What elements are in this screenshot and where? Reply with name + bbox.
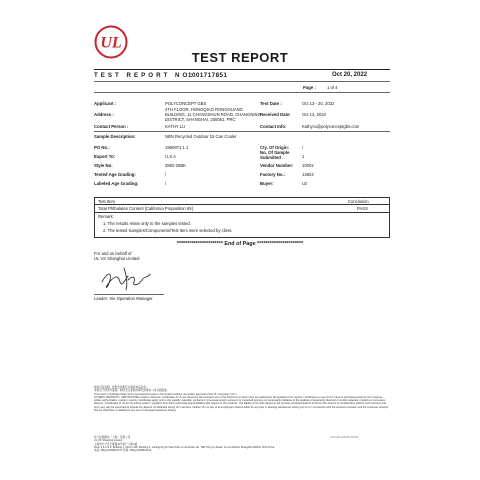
contact-person-value: KATHY LU: [165, 124, 186, 129]
applicant-value: POLYCONCEPT GBS: [165, 101, 207, 106]
remark-item: 2. The tested Samples/Components/Test Item were selected by client.: [103, 228, 233, 233]
origin-value: /: [302, 145, 304, 150]
fine-print-paragraph: OTHERS: REPORTS / CERTIFICATES / letters / Reports / Certificates of UL are issued for the exclusive use of the Customer to whom they are addressed. No quotation from reports / certificates or use of UL's name is permitted except by UL's express written authorization. Letters / reports / certificates apply only to the specific materials, products or processes tested, surveyed or inspected and are not necessarily indicative of the qualities of apparently identical or similar materials, products or processes. Reports / Certificates of UL do not relieve sellers / suppliers from their contractual responsibilities with respect to the products. The liability of UL with respect to the services rendered shall be limited to the amount of consideration paid for such services and not in any way be construed to include any defects not detected during UL's services. Neither UL nor any of its employees shall be liable for any loss or damage whatsoever arising out of or in connection with the services provided, and the Customer accepts that UL shall have no liability for any loss or damage howsoever arising.: [94, 395, 389, 413]
table-header-rule: [95, 204, 389, 205]
footer-address: Floor 1 & 2 & 3, Building 1, Room 108, Building 3, Canhigrng 40 Yeeh Park Ju Jia Road, No. 788, Ping Fu Road, Xu Hui District Shanghai 200231 (P.R.China: [94, 445, 275, 449]
signature-rule: [94, 294, 164, 295]
remark-item: 1. The results relate only to the samples tested.: [103, 221, 191, 226]
address-label: Address :: [94, 112, 114, 117]
header-rule: [94, 81, 390, 82]
test-item-value: Total Phthalates Content [California Proposition 65]: [98, 206, 193, 211]
fine-print-line: This report / certificate shall not be reproduced (except in full version) without the written approval of the UL Company ("UL").: [94, 392, 238, 396]
applicant-label: Applicant :: [94, 101, 117, 106]
header-top-rule: [94, 69, 390, 70]
report-number-label: TEST REPORT NO:: [94, 72, 196, 79]
behalf-line: For and on behalf of: [94, 251, 132, 256]
end-of-page: ********************** End of Page **********************: [176, 241, 304, 247]
po-value: 1990971 1 1: [165, 145, 189, 150]
address-line: 4TH FLOOR, HONGQIAO RONGGUANG: [165, 107, 243, 112]
export-label: Export To:: [94, 154, 116, 159]
received-date-label: Received Date:: [260, 112, 291, 117]
page-value: 1 of 4: [327, 85, 338, 90]
buyer-value: LE: [302, 181, 308, 186]
tested-age-value: /: [165, 172, 167, 177]
tested-age-label: Tested Age Grading:: [94, 172, 136, 177]
num-sample-label-line: Submitted :: [260, 154, 284, 160]
factory-value: 13824: [302, 172, 314, 177]
num-sample-label-line: No. Of Sample: [260, 150, 290, 155]
footer-phone: 电话: (86)(21)6088-6271 传真: (86)(21)6088-6443: [94, 449, 152, 453]
buyer-label: Buyer:: [260, 181, 274, 186]
address-line: BUILDING, 11 CHANGSHUN ROAD, CHANGNING: [165, 112, 261, 117]
fine-print-line: 除非另有说明，此报告结果仅对测试样品负责。: [94, 386, 149, 389]
export-value: U.S.A: [165, 154, 176, 159]
labeled-age-label: Labeled Age Grading:: [94, 181, 139, 186]
labeled-age-value: /: [165, 181, 167, 186]
results-table: [94, 197, 390, 238]
report-number: 1001717851: [188, 72, 228, 79]
num-sample-value: 1: [302, 154, 305, 159]
vendor-value: 10002: [302, 163, 314, 168]
factory-label: Factory No.:: [260, 172, 286, 177]
style-value: 3850-25BK: [165, 163, 186, 168]
conclusion-header: Conclusion: [348, 199, 369, 204]
fine-print-line: 本报告不得部分复制，除非全文复制并事先获得本公司书面批准。: [94, 389, 170, 393]
style-label: Style No:: [94, 163, 113, 168]
footer-cn-address: 上海市长宁区长顺路11号荣广大厦4楼: [94, 442, 138, 446]
footer-en-name: UL VS Shanghai Limited: [94, 439, 123, 443]
sample-description-value: NBN Recycled Outdoor 15 Can Cooler: [165, 134, 237, 139]
page-rule: [94, 92, 390, 93]
test-date-label: Test Date :: [260, 101, 282, 106]
company-line: UL VS Shanghai Limited: [94, 256, 140, 261]
contact-info-label: Contact Info:: [260, 124, 287, 129]
test-date-value: Oct 13 - 20, 2022: [302, 101, 335, 106]
fine-print: [94, 386, 390, 412]
page-label: Page :: [303, 85, 316, 90]
address-value: [165, 107, 261, 122]
svg-text:UL: UL: [100, 34, 122, 52]
origin-label: Cty. Of Origin:: [260, 145, 290, 150]
footer-cn-name: 优力检测服务（上海）有限公司: [94, 436, 131, 439]
signature: [98, 264, 154, 294]
form-code: UVS-QP-LAB-06-03-F01: [330, 436, 359, 439]
po-label: PO No.:: [94, 145, 110, 150]
address-line: DISTRICT, SHANGHAI, 200051, PRC: [165, 117, 236, 122]
test-item-header: Test Item: [98, 199, 115, 204]
client-rule: [94, 131, 390, 132]
remark-label: Remark:: [98, 214, 114, 219]
conclusion-value: PASS: [357, 206, 368, 211]
report-date: Oct 20, 2022: [332, 72, 368, 78]
contact-person-label: Contact Person :: [94, 124, 129, 129]
received-date-value: Oct 13, 2022: [302, 112, 326, 117]
table-row-rule: [95, 212, 389, 213]
vendor-label: Vendor Number:: [260, 163, 294, 168]
document-title: TEST REPORT: [191, 50, 289, 65]
sample-description-label: Sample Description:: [94, 134, 136, 139]
signer-line: Leader: Xie Operation Manager: [94, 296, 153, 301]
contact-info-value: Kathy.lu@polyconceptgbs.com: [302, 124, 360, 129]
num-sample-label: [260, 151, 289, 160]
